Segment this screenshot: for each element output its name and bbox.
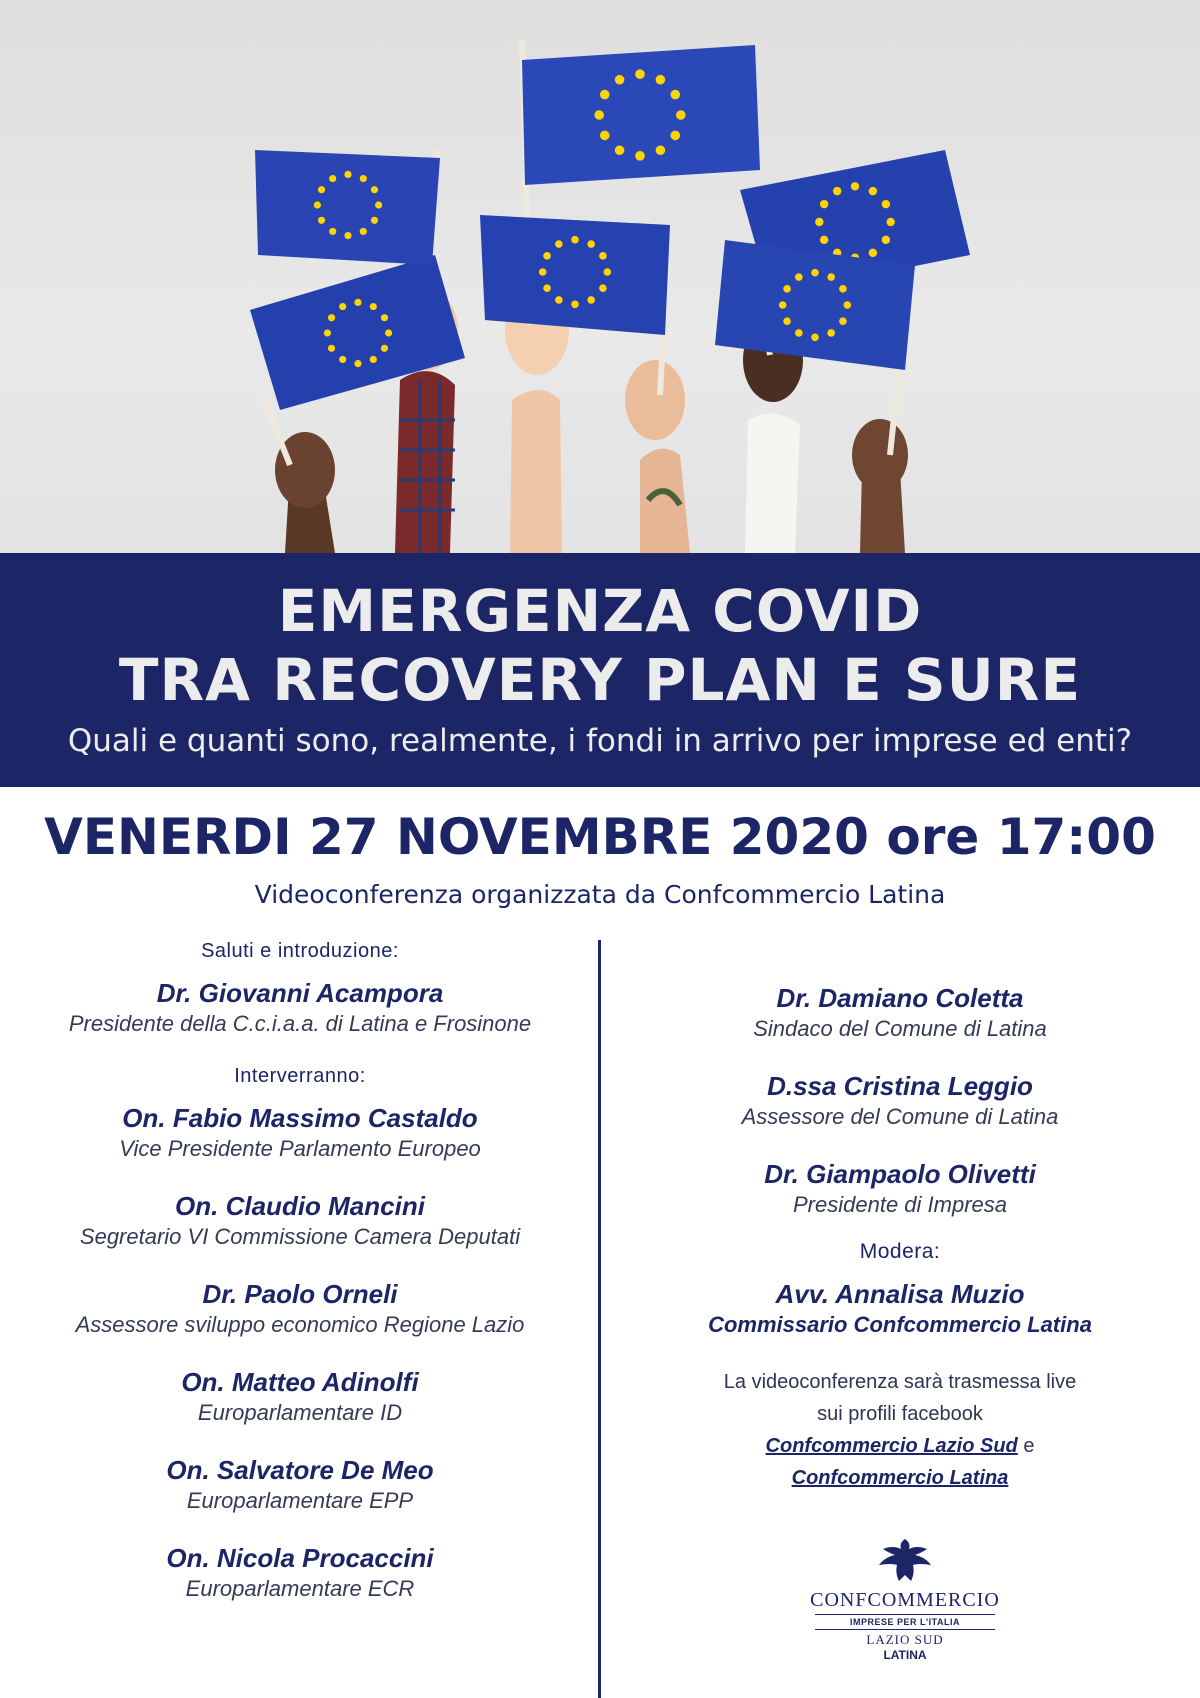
speaker-name: Dr. Giovanni Acampora — [156, 978, 444, 1008]
speaker-role: Assessore del Comune di Latina — [741, 1104, 1059, 1129]
title-line-1: EMERGENZA COVID — [277, 577, 923, 645]
moderator-label: Modera: — [859, 1240, 941, 1263]
speaker-name: On. Fabio Massimo Castaldo — [122, 1103, 478, 1133]
event-time-prefix: ore — [886, 808, 980, 866]
event-date-time — [0, 808, 1200, 866]
facebook-link-latina[interactable]: Confcommercio Latina — [791, 1467, 1009, 1489]
broadcast-note-line-2: sui profili facebook — [817, 1403, 983, 1425]
left-column — [20, 930, 580, 1630]
speakers-label: Interverranno: — [234, 1065, 366, 1087]
speaker-name: Dr. Paolo Orneli — [202, 1279, 398, 1309]
speaker-role: Vice Presidente Parlamento Europeo — [119, 1136, 481, 1161]
event-organizer: Videoconferenza organizzata da Confcommercio Latina — [254, 880, 946, 909]
speaker-role: Segretario VI Commissione Camera Deputati — [79, 1224, 521, 1249]
speaker-role: Assessore sviluppo economico Regione Lazio — [75, 1312, 525, 1337]
subtitle: Quali e quanti sono, realmente, i fondi in arrivo per imprese ed enti? — [67, 723, 1133, 759]
title-line-2: TRA RECOVERY PLAN E SURE — [118, 646, 1082, 714]
moderator-role: Commissario Confcommercio Latina — [708, 1312, 1092, 1337]
speaker-name: Dr. Giampaolo Olivetti — [764, 1159, 1036, 1189]
eu-flag-2 — [255, 150, 440, 265]
column-divider — [598, 940, 601, 1698]
logo-rule — [815, 1614, 995, 1615]
broadcast-note-line-1: La videoconferenza sarà trasmessa live — [723, 1371, 1077, 1393]
arm-right-3 — [852, 419, 908, 553]
event-time: 17:00 — [996, 808, 1156, 866]
eagle-emblem-icon — [875, 1535, 935, 1585]
speaker-role: Europarlamentare EPP — [186, 1488, 414, 1513]
logo-city: LATINA — [883, 1648, 927, 1662]
speaker-name: Dr. Damiano Coletta — [776, 983, 1024, 1013]
speaker-role: Europarlamentare ID — [197, 1400, 403, 1425]
speaker-role: Europarlamentare ECR — [185, 1576, 415, 1601]
eu-flag-3 — [522, 45, 760, 185]
facebook-link-lazio-sud[interactable]: Confcommercio Lazio Sud — [765, 1435, 1018, 1457]
link-joiner: e — [1023, 1435, 1035, 1457]
broadcast-note — [620, 1366, 1180, 1494]
speaker-name: On. Matteo Adinolfi — [181, 1367, 419, 1397]
eu-flags-illustration — [0, 0, 1200, 553]
confcommercio-logo — [795, 1535, 1015, 1662]
speaker-name: On. Claudio Mancini — [175, 1191, 425, 1221]
speaker-name: D.ssa Cristina Leggio — [767, 1071, 1033, 1101]
speaker-role: Presidente di Impresa — [793, 1192, 1007, 1217]
logo-rule — [815, 1629, 995, 1630]
eu-flag-4 — [480, 215, 670, 335]
speaker-role: Presidente della C.c.i.a.a. di Latina e Frosinone — [68, 1011, 532, 1036]
event-date: VENERDI 27 NOVEMBRE 2020 — [44, 808, 869, 866]
moderator-name: Avv. Annalisa Muzio — [775, 1279, 1025, 1309]
greeting-label: Saluti e introduzione: — [201, 940, 399, 962]
speaker-role: Sindaco del Comune di Latina — [753, 1016, 1047, 1041]
logo-tagline: IMPRESE PER L'ITALIA — [850, 1617, 960, 1627]
hero-photo-eu-flags — [0, 0, 1200, 553]
logo-brand: CONFCOMMERCIO — [810, 1589, 1000, 1611]
speaker-name: On. Nicola Procaccini — [166, 1543, 434, 1573]
logo-region: LAZIO SUD — [866, 1632, 944, 1647]
right-column — [620, 930, 1180, 1494]
speaker-name: On. Salvatore De Meo — [166, 1455, 434, 1485]
